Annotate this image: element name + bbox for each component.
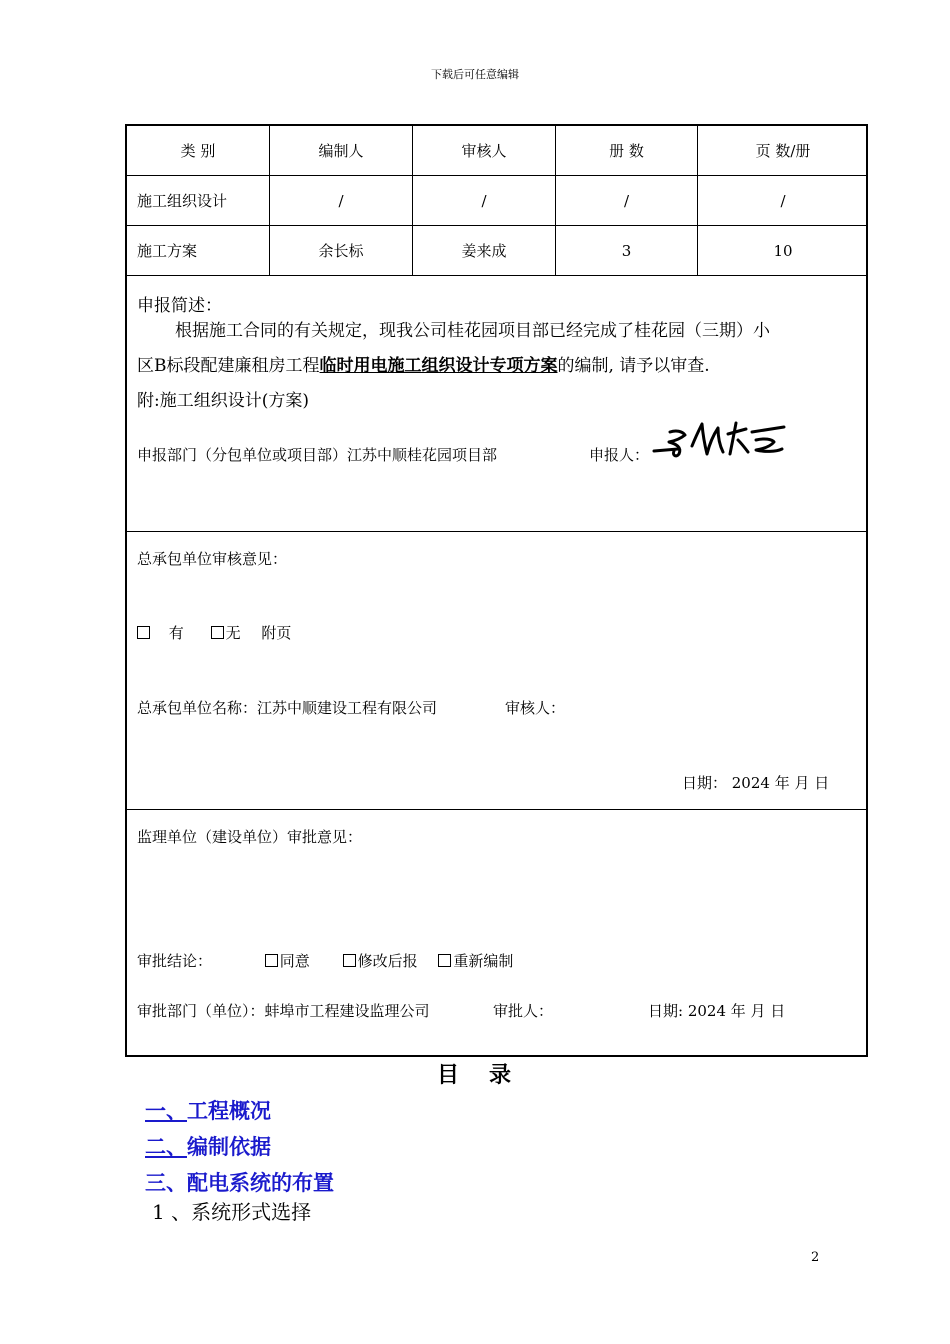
supervision-section <box>127 810 866 1057</box>
plan-title: 临时用电施工组织设计专项方案 <box>319 356 558 376</box>
reporter-label: 申报人： <box>589 446 650 464</box>
toc-item[interactable] <box>145 1095 271 1125</box>
has-label: 有 <box>168 624 184 642</box>
submission-label: 申报简述： <box>137 296 222 316</box>
submission-paragraph-line2 <box>137 351 710 376</box>
attachment-options <box>137 622 291 643</box>
supervision-opinion-label: 监理单位（建设单位）审批意见： <box>137 828 363 846</box>
row-volumes: 3 <box>556 226 698 275</box>
handwritten-signature <box>652 414 787 464</box>
row-reviewer: 姜来成 <box>413 226 556 275</box>
submitting-department: 申报部门（分包单位或项目部）江苏中顺桂花园项目部 <box>137 446 498 464</box>
toc-title <box>0 1058 950 1089</box>
toc-item-number: 一、 <box>145 1099 187 1123</box>
conclusion-label: 审批结论： <box>137 952 213 970</box>
header-category: 类 别 <box>127 126 270 175</box>
toc-item-number: 三、 <box>145 1171 187 1195</box>
toc-item-text: 编制依据 <box>187 1135 271 1159</box>
toc-title-char: 目 <box>436 1063 461 1088</box>
header-volumes: 册 数 <box>556 126 698 175</box>
row-author: / <box>270 176 413 225</box>
paragraph-text: 区B标段配建廉租房工程 <box>137 356 320 376</box>
contractor-reviewer-label: 审核人： <box>505 699 566 717</box>
toc-item-text: 配电系统的布置 <box>187 1171 334 1195</box>
attach-page-label: 附页 <box>261 624 292 642</box>
row-reviewer: / <box>413 176 556 225</box>
contractor-opinion-label: 总承包单位审核意见： <box>137 550 288 568</box>
row-category: 施工方案 <box>127 226 270 275</box>
attachment-note: 附:施工组织设计(方案) <box>137 391 309 411</box>
table-row <box>127 176 866 226</box>
revise-label: 修改后报 <box>357 952 418 970</box>
header-author: 编制人 <box>270 126 413 175</box>
submission-paragraph-line1: 根据施工合同的有关规定，现我公司桂花园项目部已经完成了桂花园（三期）小 <box>175 321 770 341</box>
approver-label: 审批人： <box>493 1002 554 1020</box>
approval-conclusion <box>137 950 513 971</box>
row-pages: / <box>780 191 786 210</box>
row-volumes: / <box>556 176 698 225</box>
toc-item-number: 二、 <box>145 1135 187 1159</box>
contractor-review-section <box>127 532 866 810</box>
contractor-date: 日期： 2024 年 月 日 <box>682 774 830 792</box>
table-row <box>127 226 866 276</box>
paragraph-text: 的编制, 请予以审查. <box>557 356 710 376</box>
toc-subitem[interactable]: 1 、系统形式选择 <box>152 1200 312 1224</box>
header-pages: 页 数/册 <box>755 142 811 160</box>
none-label: 无 <box>225 624 241 642</box>
submission-section <box>127 276 866 532</box>
agree-label: 同意 <box>279 952 310 970</box>
agree-checkbox[interactable] <box>265 954 278 967</box>
redo-checkbox[interactable] <box>438 954 451 967</box>
row-author: 余长标 <box>270 226 413 275</box>
approval-form <box>125 124 868 1057</box>
page-number: 2 <box>811 1250 820 1265</box>
row-category: 施工组织设计 <box>127 176 270 225</box>
toc-item-text: 工程概况 <box>187 1099 271 1123</box>
approving-department: 审批部门（单位）：蚌埠市工程建设监理公司 <box>137 1002 430 1020</box>
toc-item[interactable] <box>145 1167 334 1197</box>
contractor-name: 总承包单位名称：江苏中顺建设工程有限公司 <box>137 699 438 717</box>
approval-date: 日期: 2024 年 月 日 <box>648 1002 786 1020</box>
header-reviewer: 审核人 <box>413 126 556 175</box>
revise-checkbox[interactable] <box>343 954 356 967</box>
toc-item[interactable] <box>145 1131 271 1161</box>
redo-label: 重新编制 <box>453 952 514 970</box>
toc-title-char: 录 <box>489 1063 514 1088</box>
no-attachment-checkbox[interactable] <box>211 626 224 639</box>
header-note: 下载后可任意编辑 <box>431 68 519 81</box>
table-header-row <box>127 126 866 176</box>
row-pages: 10 <box>773 241 793 260</box>
has-attachment-checkbox[interactable] <box>137 626 150 639</box>
